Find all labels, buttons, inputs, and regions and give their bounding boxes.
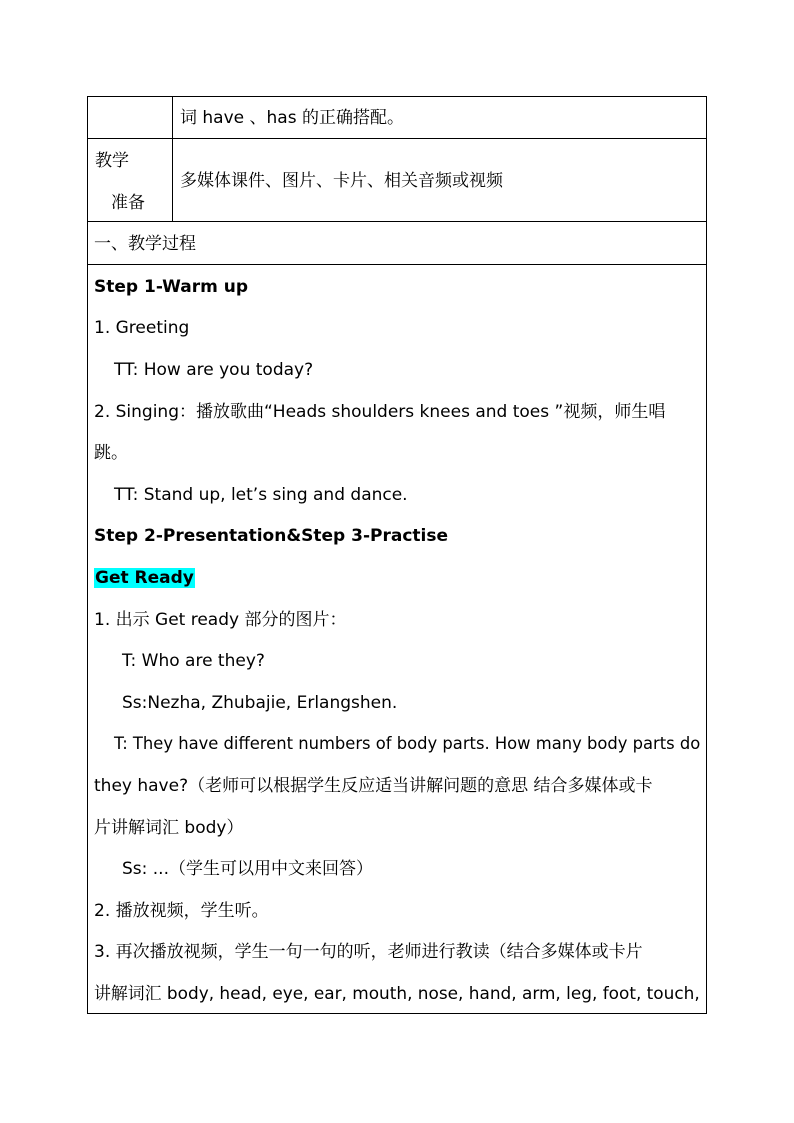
row2-label-line1: 教学 — [95, 151, 129, 171]
singing-line-cont: 跳。 — [94, 443, 128, 463]
student-answer-2: Ss: ...（学生可以用中文来回答） — [122, 859, 373, 879]
teacher-question-2-cont2: 片讲解词汇 body） — [94, 818, 244, 838]
row1-text: 词 have 、has 的正确搭配。 — [180, 108, 404, 128]
singing-line: 2. Singing：播放歌曲“Heads shoulders knees and toes ”视频，师生唱 — [94, 402, 666, 422]
step2-heading: Step 2-Presentation&Step 3-Practise — [94, 526, 449, 546]
teacher-question-1: T: Who are they? — [122, 651, 265, 671]
row-divider — [88, 221, 706, 222]
get-ready-highlight: Get Ready — [95, 568, 194, 588]
step1-heading: Step 1-Warm up — [94, 277, 249, 297]
teacher-question-2: T: They have different numbers of body parts. How many body parts do — [114, 734, 701, 754]
column-divider — [172, 97, 173, 221]
row2-label-line2: 准备 — [111, 193, 145, 213]
item-3-cont: 讲解词汇 body, head, eye, ear, mouth, nose, hand, arm, leg, foot, touch, — [94, 984, 700, 1004]
item-1: 1. 出示 Get ready 部分的图片： — [94, 610, 347, 630]
teacher-question-2-cont: they have?（老师可以根据学生反应适当讲解问题的意思 结合多媒体或卡 — [94, 776, 653, 796]
get-ready-heading — [94, 568, 195, 588]
greeting-line: 1. Greeting — [94, 318, 190, 338]
lesson-plan-table — [87, 96, 707, 1014]
item-3: 3. 再次播放视频，学生一句一句的听，老师进行教读（结合多媒体或卡片 — [94, 942, 643, 962]
row2-text: 多媒体课件、图片、卡片、相关音频或视频 — [180, 171, 503, 191]
row-divider — [88, 264, 706, 265]
row3-text: 一、教学过程 — [94, 234, 196, 254]
row-divider — [88, 138, 706, 139]
student-answer-1: Ss:Nezha, Zhubajie, Erlangshen. — [122, 693, 398, 713]
tt-line-2: TT: Stand up, let’s sing and dance. — [114, 485, 408, 505]
item-2: 2. 播放视频，学生听。 — [94, 901, 269, 921]
tt-line-1: TT: How are you today? — [114, 360, 314, 380]
